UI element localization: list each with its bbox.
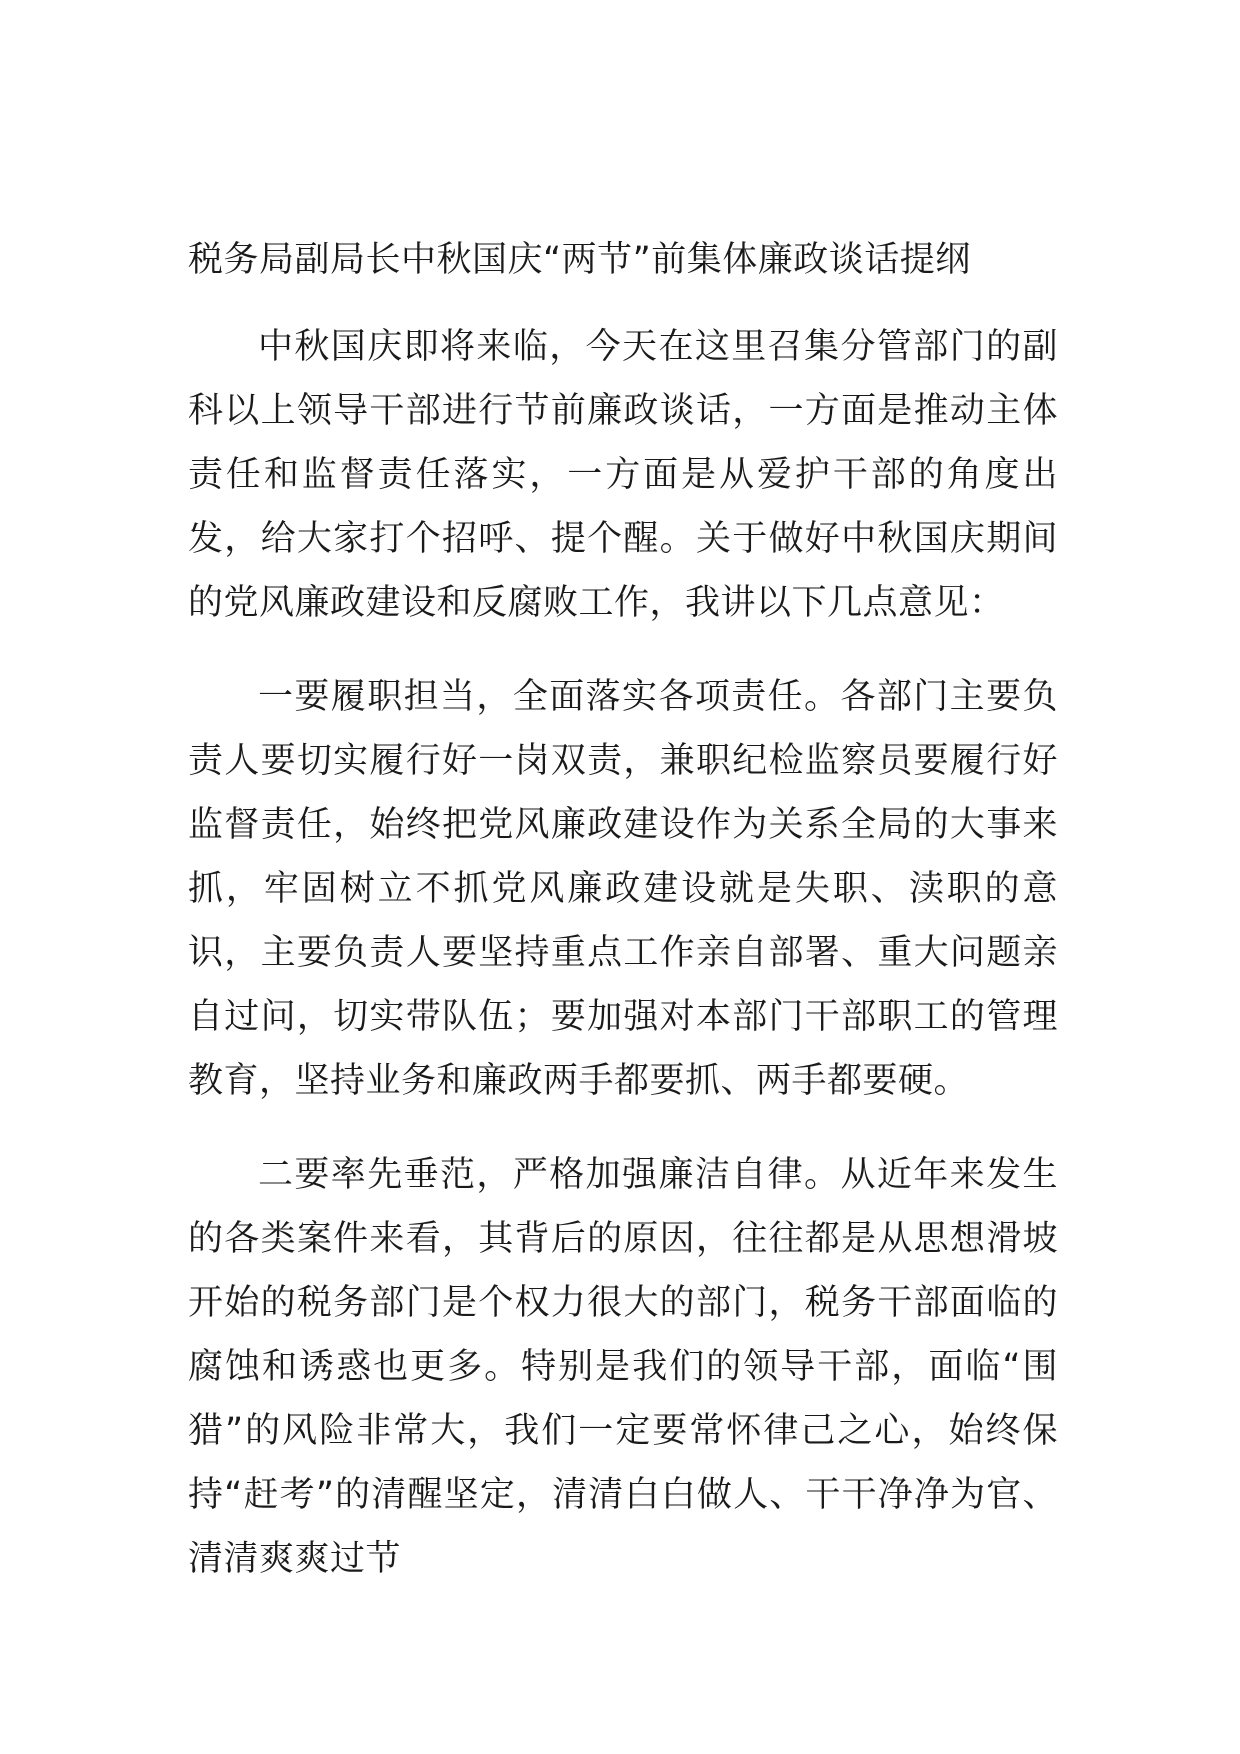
paragraph-point-one: 一要履职担当，全面落实各项责任。各部门主要负责人要切实履行好一岗双责，兼职纪检监察员要履行好监督责任，始终把党风廉政建设作为关系全局的大事来抓，牢固树立不抓党风廉政建设就是失职、渎职的意识，主要负责人要坚持重点工作亲自部署、重大问题亲自过问，切实带队伍；要加强对本部门干部职工的管理教育，坚持业务和廉政两手都要抓、两手都要硬。 (188, 677, 1058, 1101)
paragraph-point-two: 二要率先垂范，严格加强廉洁自律。从近年来发生的各类案件来看，其背后的原因，往往都是从思想滑坡开始的税务部门是个权力很大的部门，税务干部面临的腐蚀和诱惑也更多。特别是我们的领导干部，面临“围猎”的风险非常大，我们一定要常怀律己之心，始终保持“赶考”的清醒坚定，清清白白做人、干干净净为官、清清爽爽过节 (188, 1155, 1058, 1579)
paragraph-intro: 中秋国庆即将来临，今天在这里召集分管部门的副科以上领导干部进行节前廉政谈话，一方面是推动主体责任和监督责任落实，一方面是从爱护干部的角度出发，给大家打个招呼、提个醒。关于做好中秋国庆期间的党风廉政建设和反腐败工作，我讲以下几点意见： (188, 327, 1058, 623)
document-page (188, 228, 1058, 1591)
document-title: 税务局副局长中秋国庆“两节”前集体廉政谈话提纲 (188, 240, 971, 280)
